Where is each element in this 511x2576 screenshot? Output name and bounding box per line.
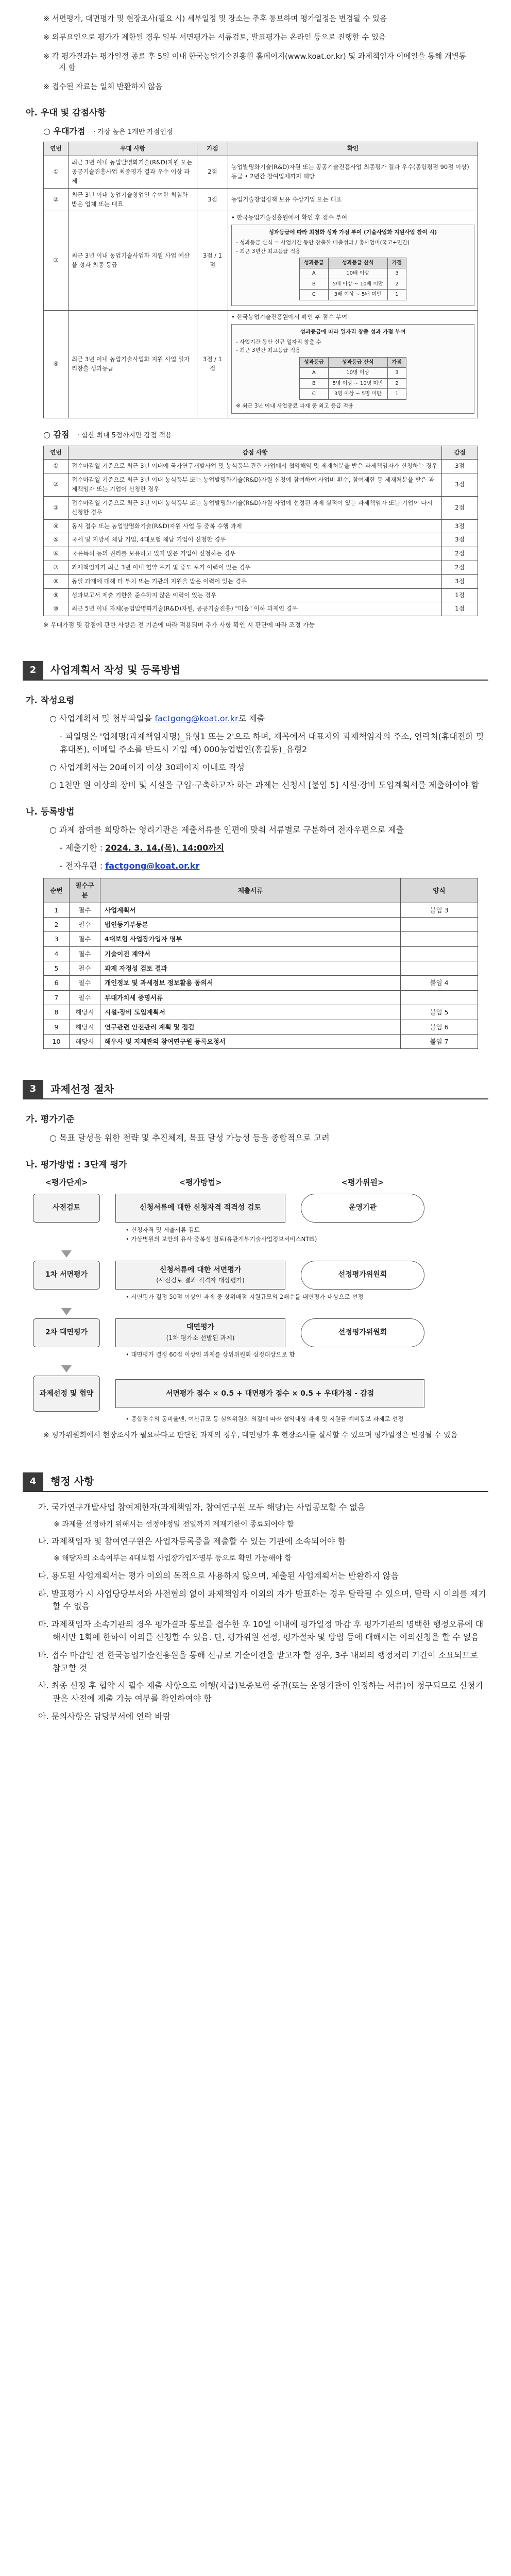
table-row: ② 최근 3년 이내 농업기술창업인 수여한 최첨화 받은 업체 또는 대표 3점 농업기술창업정책 보유 수상기업 또는 대표 — [44, 188, 478, 211]
note-result-notice: ※ 각 평가결과는 평가일정 종료 후 5일 이내 한국농업기술진흥원 홈페이지(www.koat.or.kr) 및 과제책임자 이메일을 통해 개별통지 함 — [43, 52, 466, 73]
pref-col-no: 연번 — [44, 142, 69, 156]
arrow-down-icon — [61, 1250, 72, 1258]
table-row: ③ 최근 3년 이내 농업기술사업화 지원 사업 예산을 성과 최종 등급 3점 / 1점 • 한국농업기술진흥원에서 확인 후 점수 부여 성과등급에 따라 최첨화 성과 가점 부여 (기술사업화 지원사업 참여 시) - 성과등급 산식 = 사업기간 동안 창출한 매출성과 / 총사업비(국고+민간) - 최근 3년간 최고등급 적용 성과등급 성과등급 산식 가점 A 10배 이상 3 B 5배 이상 ~ 10배 미만 2 C 3배 이상 ~ 5배 미만 1 — [44, 211, 478, 311]
admin-item: 바. 접수 마감일 전 한국농업기술진흥원을 통해 신규로 기술이전을 받고자 할 경우, 3주 내외의 행정처리 기간이 소요되므로 참고할 것 — [38, 1650, 478, 1673]
job-grade-box: 성과등급에 따라 일자리 창출 성과 가점 부여 - 사업기간 동안 신규 일자리 창출 수 - 최근 3년간 최고등급 적용 성과등급 성과등급 산식 가점 A 10명 이상 3 B 5명 이상 ~ 10명 미만 2 C 3명 이상 ~ 5명 미만 1 ※ 최근 3년 이내 사업종료 과제 중 최고 등급 적용 — [231, 324, 474, 414]
step3-label: 2차 대면평가 — [33, 1318, 100, 1347]
table-row: ④ 동시 접수 또는 농업발명화기술(R&D)자원 사업 등 중복 수행 과제 3점 — [44, 519, 478, 533]
minus-table-body — [44, 460, 478, 616]
minus-table: 연번 감점 사항 감점 ① 접수마감일 기준으로 최근 3년 이내에 국가연구개발사업 및 농식품부 관련 사업에서 협약해약 및 제재처분을 받은 과제책임자가 신청하는 경우 3점 ② 접수마감일 기준으로 최근 3년 이내 농식품부 또는 농업발명화기술(R&D)자원 신청에 참여하여 사업비 환수, 참여제한 등 제재처분을 받은 과제책임자 또는 기업이 신청한 경우 3점 ③ 접수마감일 기준으로 최근 3년 이내 농식품부 또는 농업발명화기술(R&D)자원 사업에 선정된 과제 실적이 있는 과제책임자 또는 기업이 다시 신청한 경우 2점 ④ 동시 접수 또는 농업발명화기술(R&D)자원 사업 등 중복 수행 과제 3점 ⑤ 국세 및 지방세 체납 기업, 4대보험 체납 기업이 신청한 경우 3점 ⑥ 국유특허 등의 권리를 보유하고 있지 않은 기업이 신청하는 경우 2점 ⑦ 과제책임자가 최근 3년 이내 협약 포기 및 중도 포기 이력이 있는 경우 2점 ⑧ 동일 과제에 대해 타 부처 또는 기관의 지원을 받은 이력이 있는 경우 3점 ⑨ 성과보고서 제출 기한을 준수하지 않은 이력이 있는 경우 1점 ⑩ 최근 5년 이내 자체(농업발명화기술(R&D)자원, 공공기술진흥) "미흡" 이하 과제인 경우 1점 — [43, 446, 478, 617]
step4-label: 과제선정 및 협약 — [33, 1376, 100, 1412]
minus-note: · 합산 최대 5점까지만 감점 적용 — [77, 431, 172, 439]
arrow-down-icon — [61, 1365, 72, 1372]
sec2-a1: ○ 사업계획서 및 첨부파일을 factgong@koat.or.kr로 제출 — [49, 714, 265, 724]
sec2-b3: - 전자우편 : factgong@koat.or.kr — [60, 861, 200, 871]
step4-note: • 종합점수의 동비율엔, 여산규모 등 심의위원회 의결에 따라 협약대상 과제 및 지원금 예비통보 과제로 선정 — [126, 1415, 404, 1423]
admin-item: 다. 용도된 사업계획서는 평가 이외의 목적으로 사용하지 않으며, 제출된 사업계획서는 반환하지 않음 — [38, 1570, 399, 1581]
admin-items — [23, 1501, 488, 1723]
table-row: ① 접수마감일 기준으로 최근 3년 이내에 국가연구개발사업 및 농식품부 관련 사업에서 협약해약 및 제재처분을 받은 과제책임자가 신청하는 경우 3점 — [44, 460, 478, 473]
table-row: ④ 최근 3년 이내 농업기술사업화 지원 사업 일자리창출 성과등급 3점 / 1점 • 한국농업기술진흥원에서 확인 후 점수 부여 성과등급에 따라 일자리 창출 성과 가점 부여 - 사업기간 동안 신규 일자리 창출 수 - 최근 3년간 최고등급 적용 성과등급 성과등급 산식 가점 A 10명 이상 3 B 5명 이상 ~ 10명 미만 2 C 3명 이상 ~ 5명 미만 1 ※ 최근 3년 이내 사업종료 과제 중 최고 등급 적용 — [44, 310, 478, 418]
sec2-a4: ○ 1천만 원 이상의 장비 및 시설을 구입·구축하고자 하는 과제는 신청시 [붙임 5] 시설·장비 도입계획서를 제출하여야 함 — [49, 780, 479, 790]
step4-formula: 서면평가 점수 × 0.5 + 대면평가 점수 × 0.5 + 우대가점 - 감점 — [115, 1379, 424, 1408]
flow-headers: <평가단계> <평가방법> <평가위원> — [45, 1177, 384, 1187]
perf-grade-box: 성과등급에 따라 최첨화 성과 가점 부여 (기술사업화 지원사업 참여 시) - 성과등급 산식 = 사업기간 동안 창출한 매출성과 / 총사업비(국고+민간) - 최근 3년간 최고등급 적용 성과등급 성과등급 산식 가점 A 10배 이상 3 B 5배 이상 ~ 10배 미만 2 C 3배 이상 ~ 5배 미만 1 — [231, 225, 474, 306]
note-no-return: ※ 접수된 자료는 일체 반환하지 않음 — [43, 82, 163, 91]
step2-label: 1차 서면평가 — [33, 1261, 100, 1290]
submit-email-link[interactable]: factgong@koat.or.kr — [155, 714, 239, 724]
sec2-b1: ○ 과제 참여를 희망하는 영리기관은 제출서류를 인편에 맞춰 서류별로 구분하여 전자우편으로 제출 — [49, 825, 404, 835]
table-row: 4 필수 기술이전 계약서 — [44, 946, 478, 961]
admin-item: 사. 최종 선정 후 협약 시 필수 제출 사항으로 이행(지급)보증보험 증권(또는 운영기관이 인정하는 서류)이 청구되므로 신청기관은 사전에 제출 가능 여부를 확인하여야 함 — [38, 1681, 483, 1704]
section-2-header — [23, 661, 488, 681]
sec2-a3: ○ 사업계획서는 20페이지 이상 30페이지 이내로 작성 — [49, 762, 245, 772]
arrow-down-icon — [61, 1308, 72, 1315]
table-row: 1 필수 사업계획서 붙임 3 — [44, 903, 478, 917]
admin-note: ※ 해당자의 소속여부는 4대보험 사업장가입자명부 등으로 확인 가능해야 함 — [54, 1554, 292, 1563]
table-row: 6 필수 개인정보 및 과세정보 정보활용 동의서 붙임 4 — [44, 976, 478, 990]
section-2-number: 2 — [23, 661, 43, 680]
docs-table: 순번 필수구분 제출서류 양식 1 필수 사업계획서 붙임 3 2 필수 법인등기부등본 3 필수 4대보험 사업장가입자 명부 4 필수 기술이전 계약서 5 필수 과제 자정성 검토 결과 6 필수 개인정보 및 과세정보 정보활용 동의서 붙임 4 7 필수 부대가치세 증명서류 8 해당시 시설·장비 도입계획서 붙임 5 9 해당시 연구관련 안전관리 계획 및 점검 붙임 6 10 해당시 해우사 및 지제관의 참여연구원 등록요청서 붙임 7 — [43, 878, 478, 1049]
section-pref-minus-title: 아. 우대 및 감점사항 — [26, 108, 106, 118]
admin-item: 가. 국가연구개발사업 참여제한자(과제책임자, 참여연구원 모두 해당)는 사업공모할 수 없음 — [38, 1502, 366, 1512]
section-4-header — [23, 1472, 488, 1492]
minus-footnote: ※ 우대가점 및 감점에 관한 사항은 전 기준에 따라 적용되며 추가 사항 확인 시 판단에 따라 조정 가능 — [43, 621, 315, 629]
intro-notes — [43, 13, 468, 93]
step1-label: 사전검토 — [33, 1194, 100, 1223]
section-3-header — [23, 1080, 488, 1099]
sec2-b2: - 제출기한 : 2024. 3. 14.(목), 14:00까지 — [60, 843, 225, 853]
step2-note: • 서면평가 결정 50점 이상인 과제 중 상위배점 지원규모의 2배수를 대면평가 대상으로 선정 — [126, 1293, 364, 1300]
pref-col-pts: 가점 — [197, 142, 228, 156]
note-schedule: ※ 서면평가, 대면평가 및 현장조사(필요 시) 세부일정 및 장소는 추후 통보하며 평가일정은 변경될 수 있음 — [43, 15, 387, 23]
table-row: ⑧ 동일 과제에 대해 타 부처 또는 기관의 지원을 받은 이력이 있는 경우 3점 — [44, 574, 478, 588]
pref-note: · 가장 높은 1개만 가점인정 — [93, 128, 173, 136]
flow-step-2 — [33, 1261, 488, 1290]
sec3-sub-a: 가. 평가기준 — [26, 1114, 75, 1125]
pref-col-check: 확인 — [228, 142, 478, 156]
flow-step-3 — [33, 1318, 488, 1347]
table-row: ⑦ 과제책임자가 최근 3년 이내 협약 포기 및 중도 포기 이력이 있는 경우 2점 — [44, 561, 478, 574]
section-2-title: 사업계획서 작성 및 등록방법 — [50, 664, 181, 676]
step1-evaluator: 운영기관 — [301, 1194, 424, 1223]
table-row: ⑤ 국세 및 지방세 체납 기업, 4대보험 체납 기업이 신청한 경우 3점 — [44, 533, 478, 547]
note-external-factor: ※ 외부요인으로 평가가 제한될 경우 일부 서면평가는 서류검토, 발표평가는 온라인 등으로 진행할 수 있음 — [43, 33, 386, 42]
step3-note: • 대면평가 결정 60점 이상인 과제를 상위위원회 심정대상으로 함 — [126, 1350, 295, 1358]
pref-heading: ○ 우대가점 · 가장 높은 1개만 가점인정 — [43, 126, 173, 136]
table-row: 5 필수 과제 자정성 검토 결과 — [44, 961, 478, 976]
flow-step-4 — [33, 1376, 488, 1412]
table-row: ⑥ 국유특허 등의 권리를 보유하고 있지 않은 기업이 신청하는 경우 2점 — [44, 547, 478, 561]
table-row: 3 필수 4대보험 사업장가입자 명부 — [44, 932, 478, 946]
section-3-number: 3 — [23, 1080, 43, 1098]
perf-grade-table: 성과등급 성과등급 산식 가점 A 10배 이상 3 B 5배 이상 ~ 10배 미만 2 C 3배 이상 ~ 5배 미만 1 — [299, 258, 406, 300]
step3-evaluator: 선정평가위원회 — [301, 1318, 424, 1347]
section-4-number: 4 — [23, 1472, 43, 1491]
table-row: ③ 접수마감일 기준으로 최근 3년 이내 농식품부 또는 농업발명화기술(R&D)자원 사업에 선정된 과제 실적이 있는 과제책임자 또는 기업이 다시 신청한 경우 2점 — [44, 496, 478, 519]
table-row: 2 필수 법인등기부등본 — [44, 917, 478, 931]
table-row: 10 해당시 해우사 및 지제관의 참여연구원 등록요청서 붙임 7 — [44, 1034, 478, 1048]
flow-step-1 — [33, 1194, 488, 1223]
pref-col-item: 우대 사항 — [69, 142, 197, 156]
sec3-footnote: ※ 평가위원회에서 현장조사가 필요하다고 판단한 과제의 경우, 대면평가 후 현장조사를 실시할 수 있으며 평가일정은 변경될 수 있음 — [43, 1431, 458, 1440]
deadline-value: 2024. 3. 14.(목), 14:00까지 — [105, 843, 225, 853]
table-row: 7 필수 부대가치세 증명서류 — [44, 990, 478, 1005]
section-3-title: 과제선정 절차 — [50, 1082, 114, 1095]
sec2-sub-a: 가. 작성요령 — [26, 695, 75, 706]
sec3-sub-b: 나. 평가방법 : 3단계 평가 — [26, 1159, 127, 1170]
admin-item: 아. 문의사항은 담당부서에 연락 바람 — [38, 1711, 171, 1721]
table-row: ⑨ 성과보고서 제출 기한을 준수하지 않은 이력이 있는 경우 1점 — [44, 588, 478, 602]
section-4-title: 행정 사항 — [50, 1475, 94, 1488]
step1-method: 신청서류에 대한 신청자격 적격성 검토 — [115, 1194, 285, 1223]
table-row: ② 접수마감일 기준으로 최근 3년 이내 농식품부 또는 농업발명화기술(R&D)자원 신청에 참여하여 사업비 환수, 참여제한 등 제재처분을 받은 과제책임자 또는 기업이 신청한 경우 3점 — [44, 473, 478, 497]
step2-method: 신청서류에 대한 서면평가 (사전검토 결과 적격자 대상평가) — [115, 1261, 285, 1290]
admin-item: 나. 과제책임자 및 참여연구원은 사업자등록증을 제출할 수 있는 기관에 소속되어야 함 — [38, 1536, 346, 1547]
sec3-a1: ○ 목표 달성을 위한 전략 및 추진체계, 목표 달성 가능성 등을 종합적으로 고려 — [49, 1132, 330, 1143]
sec2-sub-b: 나. 등록방법 — [26, 807, 75, 818]
admin-item: 라. 발표평가 시 사업당당부서와 사전협의 없이 과제책임자 이외의 자가 발표하는 경우 탈락될 수 있으며, 탈락 시 이의를 제기할 수 없음 — [38, 1588, 486, 1612]
minus-heading: ○ 감점 · 합산 최대 5점까지만 감점 적용 — [43, 429, 172, 439]
sec2-a2: - 파일명은 '업체명(과제책임자명)_유형1 또는 2'으로 하며, 제목에서 대표자와 과제책임자의 주소, 연락처(휴대전화 및 휴대폰), 이메일 주소를 반드시 기입 예) 000농업법인(홍길동)_유형2 — [60, 731, 484, 754]
step2-evaluator: 선정평가위원회 — [301, 1261, 424, 1290]
pref-table-wrap — [43, 142, 478, 418]
email-link[interactable]: factgong@koat.or.kr — [105, 861, 200, 871]
job-grade-table: 성과등급 성과등급 산식 가점 A 10명 이상 3 B 5명 이상 ~ 10명 미만 2 C 3명 이상 ~ 5명 미만 1 — [299, 357, 406, 400]
admin-note: ※ 과제를 선정하기 위해서는 선정야정일 전일까지 제재기한이 종료되어야 함 — [54, 1520, 294, 1529]
table-row: 9 해당시 연구관련 안전관리 계획 및 점검 붙임 6 — [44, 1020, 478, 1034]
docs-table-wrap — [43, 878, 478, 1049]
step3-method: 대면평가 (1차 평가소 선발된 과제) — [115, 1318, 285, 1347]
evaluation-flow — [33, 1177, 488, 1424]
table-row: 8 해당시 시설·장비 도입계획서 붙임 5 — [44, 1005, 478, 1020]
step1-note: • 신청자격 및 제출서류 검토 • 가상병원의 보안의 유사·중복성 검토(유관개부기술사업정보서비스NTIS) — [126, 1226, 317, 1243]
table-row: ① 최근 3년 이내 농업발명화기술(R&D)자원 또는 공공기술진흥사업 최종평가 결과 우수 이상 과제 2점 농업발명화기술(R&D)자원 또는 공공기술진흥사업 최종평가 결과 우수(종합평점 90점 이상)등급 • 2년간 참여업체까지 해당 — [44, 156, 478, 188]
admin-item: 마. 과제책임자 소속기관의 경우 평가결과 통보를 접수한 후 10일 이내에 평가일정 마감 후 평가기관의 명백한 행정오류에 대해서만 1회에 한하여 이의를 신청할 수 있음. 단, 평가위원 선정, 평가절차 및 방법 등에 대해서는 이의신청을 할 수 없음 — [38, 1619, 484, 1642]
pref-table — [43, 142, 478, 418]
table-row: ⑩ 최근 5년 이내 자체(농업발명화기술(R&D)자원, 공공기술진흥) "미흡" 이하 과제인 경우 1점 — [44, 602, 478, 616]
minus-table-wrap — [43, 446, 478, 630]
